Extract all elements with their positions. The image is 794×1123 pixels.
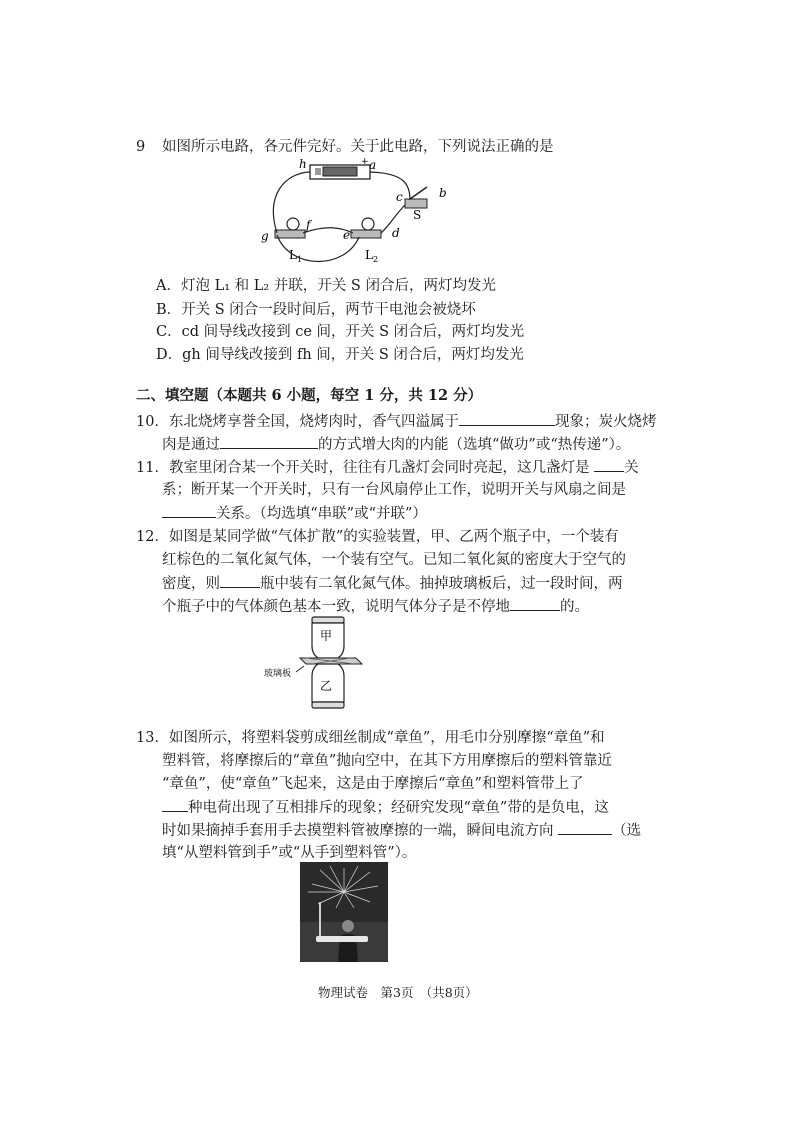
q13-text-1: 如图所示，将塑料袋剪成细丝制成“章鱼”，用毛巾分别摩擦“章鱼”和: [168, 730, 605, 746]
label-g: g: [261, 229, 269, 243]
q13-line4: [162, 797, 609, 818]
q9-option-a: A．灯泡 L₁ 和 L₂ 并联，开关 S 闭合后，两灯均发光: [156, 278, 496, 294]
label-d: d: [392, 226, 400, 240]
q10-number: 10．: [136, 414, 169, 430]
page-footer: 物理试卷 第3页 （共8页）: [318, 985, 478, 1000]
q10-text-1b: 现象；炭火烧烤: [554, 414, 657, 430]
label-b: b: [439, 186, 447, 200]
q11-blank-2[interactable]: [162, 503, 216, 518]
q10-line2: [162, 434, 630, 455]
q9-stem: 如图所示电路，各元件完好。关于此电路，下列说法正确的是: [162, 139, 554, 155]
q13-line6: 填“从塑料管到手”或“从手到塑料管”）。: [162, 845, 417, 861]
q10-blank-2[interactable]: [220, 434, 318, 449]
label-a: a: [369, 158, 377, 172]
q13-number: 13．: [136, 730, 169, 746]
diffusion-apparatus: [262, 614, 372, 714]
q12-text-4b: 的。: [560, 599, 589, 615]
circuit-diagram: [255, 155, 455, 275]
q10-line1: [136, 411, 656, 432]
label-L1: $L_1$: [289, 248, 303, 264]
q13-blank-2[interactable]: [558, 820, 612, 835]
label-L2: $L_2$: [365, 248, 379, 264]
q12-blank-1[interactable]: [220, 573, 260, 588]
q9-number: 9: [136, 139, 146, 155]
label-f: f: [306, 218, 311, 232]
q11-line3: [162, 503, 427, 524]
q9-option-d: D．gh 间导线改接到 fh 间，开关 S 闭合后，两灯均发光: [156, 347, 524, 363]
q13-line2: 塑料管，将摩擦后的“章鱼”抛向空中，在其下方用摩擦后的塑料管靠近: [162, 753, 612, 769]
q10-text-1a: 东北烧烤享誉全国，烧烤肉时，香气四溢属于: [168, 414, 459, 430]
q11-line2: 系；断开某一个开关时，只有一台风扇停止工作，说明开关与风扇之间是: [162, 482, 626, 498]
q11-text-1a: 教室里闭合某一个开关时，往往有几盏灯会同时亮起，这几盏灯是: [168, 460, 590, 476]
q13-text-4b: 种电荷出现了互相排斥的现象；经研究发现“章鱼”带的是负电，这: [188, 800, 609, 816]
q13-blank-1[interactable]: [162, 797, 188, 812]
q12-blank-2[interactable]: [510, 596, 560, 611]
q12-line4: [162, 596, 589, 617]
q13-line1: [136, 728, 605, 748]
q13-line5: [162, 820, 641, 841]
label-S: S: [413, 208, 422, 222]
q9-option-b: B．开关 S 闭合一段时间后，两节干电池会被烧坏: [156, 302, 476, 318]
q11-line1: [136, 457, 639, 478]
q13-line3: “章鱼”，使“章鱼”飞起来，这是由于摩擦后“章鱼”和塑料管带上了: [162, 776, 584, 792]
q12-text-4a: 个瓶子中的气体颜色基本一致，说明气体分子是不停地: [162, 599, 510, 615]
q12-line2: 红棕色的二氧化氮气体，一个装有空气。已知二氧化氮的密度大于空气的: [162, 552, 626, 568]
label-jia: 甲: [320, 629, 333, 643]
q12-line3: [162, 573, 623, 594]
label-yi: 乙: [320, 679, 333, 693]
q9-option-c: C．cd 间导线改接到 ce 间，开关 S 闭合后，两灯均发光: [156, 324, 525, 340]
q12-text-3a: 密度，则: [162, 576, 220, 592]
q11-blank-1[interactable]: [594, 457, 624, 472]
section2-title: 二、填空题（本题共 6 小题，每空 1 分，共 12 分）: [136, 387, 483, 404]
q13-text-5b: （选: [612, 823, 642, 839]
label-h: h: [299, 157, 307, 171]
q10-blank-1[interactable]: [459, 411, 555, 426]
q10-text-2a: 肉是通过: [162, 437, 220, 453]
label-plus: +: [361, 157, 369, 167]
label-glass-plate: 玻璃板: [264, 669, 292, 679]
q12-text-1: 如图是某同学做“气体扩散”的实验装置，甲、乙两个瓶子中，一个装有: [168, 529, 619, 545]
q11-text-3b: 关系。（均选填“串联”或“并联”）: [216, 506, 427, 522]
q11-text-1b: 关: [624, 460, 639, 476]
q12-line1: [136, 527, 619, 547]
q12-number: 12．: [136, 529, 169, 545]
q11-number: 11．: [136, 460, 169, 476]
q12-text-3b: 瓶中装有二氧化氮气体。抽掉玻璃板后，过一段时间，两: [260, 576, 623, 592]
q10-text-2b: 的方式增大肉的内能（选填“做功”或“热传递”）。: [318, 437, 631, 453]
label-c: c: [396, 190, 403, 204]
octopus-photo: [300, 862, 388, 962]
label-e: e: [343, 228, 351, 242]
q13-text-5a: 时如果摘掉手套用手去摸塑料管被摩擦的一端，瞬间电流方向: [162, 823, 554, 839]
